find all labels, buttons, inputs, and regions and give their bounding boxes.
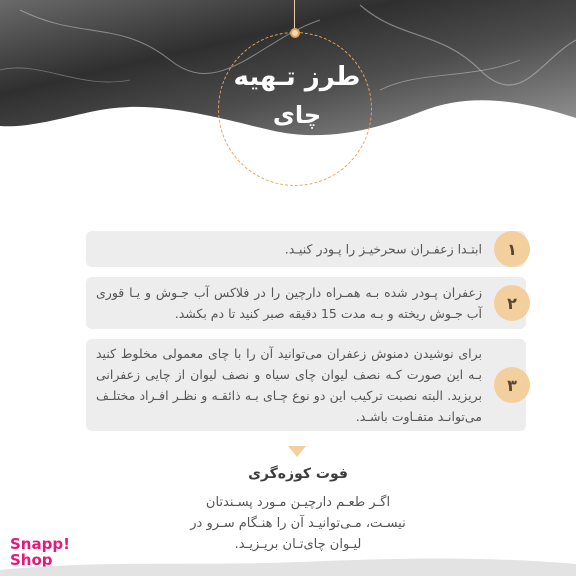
- title-line-2: چای زعفرانی: [245, 101, 349, 167]
- hanging-line: [294, 0, 295, 30]
- step-number-badge: ۲: [494, 285, 530, 321]
- brand-line-2: Shop: [10, 551, 53, 569]
- tip-title: فوت کوزه‌گری: [248, 466, 348, 482]
- step-card-3: [86, 339, 526, 431]
- step-number-badge: ۳: [494, 367, 530, 403]
- step-number-badge: ۱: [494, 231, 530, 267]
- title-line-1: طرز تـهیه: [233, 62, 361, 92]
- step-card-1: [86, 231, 526, 267]
- brand-line-1: Snapp!: [10, 535, 70, 553]
- circle-pin-dot: [290, 28, 300, 38]
- step-card-2: [86, 277, 526, 329]
- step-text: ابتـدا زعفـران سحرخیـز را پـودر کنیـد.: [284, 241, 482, 257]
- step-text: زعفران پـودر شده بـه همـراه دارچین را در فلاکس آب جـوش و یـا قوری آب جـوش ریخته و بـه مدت 15 دقیقه صبر کنید تا دم بکشد.: [96, 285, 482, 321]
- down-triangle-icon: [288, 446, 306, 457]
- page-title: [222, 58, 372, 172]
- step-text: برای نوشیدن دمنوش زعفران می‌توانید آن را با چای معمولی مخلوط کنید بـه این صورت کـه نصف لیوان چای سیاه و نصف لیوان از چایی زعفرانی بریزید. البته نصبت ترکیب این دو نوع چـای بـه ذائقـه و نظـر افـراد مختلـف می‌توانـد متفـاوت باشـد.: [96, 346, 482, 424]
- tip-text: اگـر طعـم دارچیـن مـورد پسـندتان نیسـت، مـی‌توانیـد آن را هنـگام سـرو در لیـوان چای‌تـان بریـزیـد.: [190, 495, 406, 552]
- bottom-marble-strip: [0, 556, 576, 576]
